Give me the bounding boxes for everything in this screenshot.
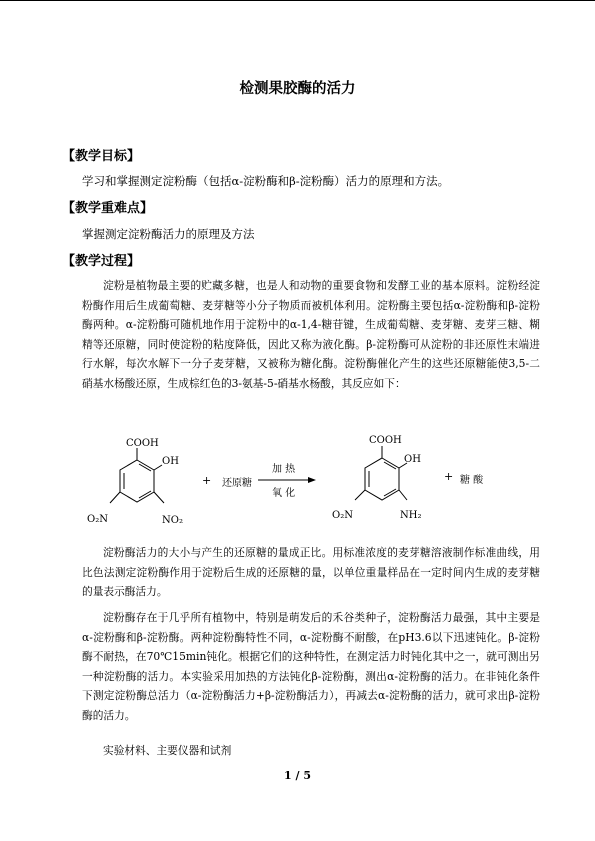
reactant-cooh: COOH bbox=[126, 438, 159, 449]
reactant-no2-right: NO₂ bbox=[162, 515, 183, 526]
reaction-diagram bbox=[82, 430, 522, 540]
reactant-oh: OH bbox=[162, 456, 179, 467]
condition-bottom: 氧 化 bbox=[272, 488, 296, 499]
page-title: 检测果胶酶的活力 bbox=[239, 81, 356, 97]
paragraph-text: 淀粉是植物最主要的贮藏多糖，也是人和动物的重要食物和发酵工业的基本原料。淀粉经淀粉酶作用后生成葡萄糖、麦芽糖等小分子物质而被机体利用。淀粉酶主要包括α-淀粉酶和β-淀粉酶两种。α-淀粉酶可随机地作用于淀粉中的α-1,4-糖苷键，生成葡萄糖、麦芽糖、麦芽三糖、糊精等还原糖，同时使淀粉的粘度降低，因此又称为液化酶。β-淀粉酶可从淀粉的非还原性末端进行水解，每次水解下一分子麦芽糖，又被称为糖化酶。淀粉酶催化产生的这些还原糖能使3,5-二硝基水杨酸还原，生成棕红色的3-氨基-5-硝基水杨酸，其反应如下： bbox=[82, 279, 540, 390]
paragraph-text: 淀粉酶活力的大小与产生的还原糖的量成正比。用标准浓度的麦芽糖溶液制作标准曲线，用比色法测定淀粉酶作用于淀粉后生成的还原糖的量，以单位重量样品在一定时间内生成的麦芽糖的量表示酶活力。 bbox=[82, 546, 540, 599]
reactant-ring bbox=[110, 448, 164, 503]
paragraph-text: 实验材料、主要仪器和试剂 bbox=[103, 744, 232, 757]
reducing-sugar: 还原糖 bbox=[222, 478, 252, 489]
process-heading: 【教学过程】 bbox=[62, 254, 141, 269]
plus-sign: + bbox=[202, 474, 212, 487]
plus-sign: + bbox=[444, 470, 454, 483]
key-heading: 【教学重难点】 bbox=[62, 201, 154, 216]
paragraph-text: 淀粉酶存在于几乎所有植物中，特别是萌发后的禾谷类种子，淀粉酶活力最强，其中主要是α-淀粉酶和β-淀粉酶。两种淀粉酶特性不同，α-淀粉酶不耐酸，在pH3.6以下迅速钝化。β-淀粉酶不耐热，在70℃15min钝化。根据它们的这种特性，在测定活力时钝化其中之一，就可测出另一种淀粉酶的活力。本实验采用加热的方法钝化β-淀粉酶，测出α-淀粉酶的活力。在非钝化条件下测定淀粉酶总活力（α-淀粉酶活力+β-淀粉酶活力），再减去α-淀粉酶的活力，就可求出β-淀粉酶的活力。 bbox=[82, 611, 540, 722]
product-oh: OH bbox=[404, 454, 421, 465]
paragraph-distribution bbox=[82, 608, 540, 726]
product-no2: O₂N bbox=[332, 510, 353, 521]
goal-text: 学习和掌握测定淀粉酶（包括α-淀粉酶和β-淀粉酶）活力的原理和方法。 bbox=[82, 174, 450, 188]
paragraph-intro bbox=[82, 276, 540, 394]
paragraph-activity bbox=[82, 543, 540, 602]
product-cooh: COOH bbox=[369, 435, 402, 446]
paragraph-materials bbox=[82, 741, 540, 761]
product-nh2: NH₂ bbox=[400, 510, 422, 521]
product-ring bbox=[355, 446, 407, 500]
key-text: 掌握测定淀粉酶活力的原理及方法 bbox=[82, 227, 255, 241]
reaction-scheme bbox=[82, 430, 522, 540]
reactant-no2-left: O₂N bbox=[87, 514, 108, 525]
arrow-head bbox=[308, 477, 316, 483]
goal-heading: 【教学目标】 bbox=[62, 149, 141, 164]
page-number: 1 / 5 bbox=[284, 769, 311, 782]
sugar-acid: 糖 酸 bbox=[460, 475, 484, 486]
condition-top: 加 热 bbox=[272, 464, 296, 475]
top-rule bbox=[0, 0, 595, 1]
